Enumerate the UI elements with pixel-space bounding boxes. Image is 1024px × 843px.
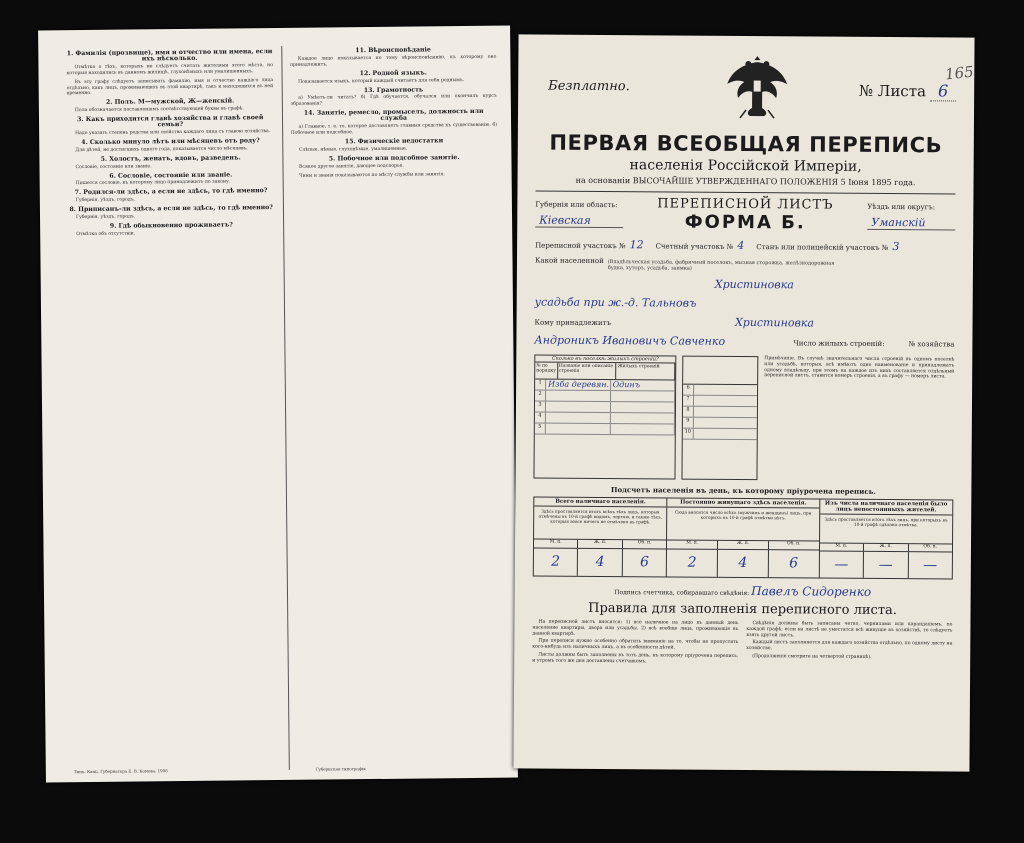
householder-row	[534, 334, 954, 350]
instruction-paragraph: Каждое лицо показывается по тому вѣроисповѣданію, къ которому оно принадлежитъ.	[289, 54, 497, 68]
rules-paragraph: Каждый листъ заполняется для каждаго хозяйства отдѣльно, по одному листу на хозяйство.	[746, 640, 953, 652]
count-subheader: Об. п.	[637, 540, 652, 546]
building-row-continued	[683, 396, 757, 408]
instruction-heading: 13. Грамотность	[363, 85, 424, 94]
buildings-table-continued-header	[683, 357, 757, 386]
rules-paragraph: Свѣдѣнія должны быть записаны четко, чернилами или карандашемъ, по каждой графѣ; если на листѣ не уместятся всѣ живущіе въ хозяйствѣ, то слѣдуетъ взять другой листъ.	[746, 621, 953, 638]
count-value: 4	[578, 549, 623, 576]
instruction-paragraph: а) Умѣетъ-ли читать? б) Гдѣ обучается, обучался или окончилъ курсъ образованія?	[290, 94, 497, 108]
count-subheader: М. п.	[667, 540, 718, 548]
building-row-name	[546, 402, 611, 412]
buildings-rows	[535, 380, 675, 436]
rules-paragraph: (Продолженіе смотрите на четвертой страницѣ).	[752, 654, 872, 660]
instruction-paragraph: Губернія, уѣздъ, городъ.	[75, 197, 136, 204]
owner-row	[535, 315, 955, 331]
census-title: ПЕРВАЯ ВСЕОБЩАЯ ПЕРЕПИСЬ	[549, 130, 943, 158]
instruction-heading: 6. Сословіе, состояніе или званіе.	[109, 170, 233, 180]
rules-paragraph: При переписи нужно особенно обратить вниманіе на то, чтобы не пропустить кого-нибудь изъ наличныхъ лицъ, а въ особенности дѣтей.	[532, 638, 739, 651]
buildings-col-no: № по порядку	[535, 363, 558, 379]
instruction-paragraph: Пишется сословіе, къ которому лицо принадлежитъ по закону.	[75, 179, 231, 187]
count-value: —	[864, 552, 909, 578]
section-numbers-row	[535, 238, 955, 254]
owner-value: Христиновка	[734, 315, 815, 330]
buildings-caption: Сколько въ поселкѣ жилыхъ строеній?	[535, 356, 675, 364]
count-group-title: Постоянно живущаго здѣсь населенія.	[668, 498, 819, 508]
count-group-description: Здѣсь проставляется итогъ всѣхъ тѣхъ лицъ, которыя отмѣчены въ 10-й графѣ видомъ, чертою, и также тѣхъ, которыя вовсе ничего не отмѣчено въ графѣ.	[534, 507, 667, 541]
count-group	[819, 500, 952, 579]
buildings-col-count: Жилыхъ строеній	[617, 363, 676, 379]
building-row	[535, 424, 675, 436]
count-value: 4	[718, 550, 769, 577]
double-headed-eagle-icon	[724, 50, 791, 122]
count-subheader: М. п.	[820, 544, 865, 551]
householder-number-label: № хозяйства	[908, 340, 955, 349]
archive-page-number: 165	[944, 62, 975, 84]
building-row-name	[546, 391, 611, 401]
instruction-heading: 5. Холостъ, женатъ, вдовъ, разведенъ.	[100, 154, 241, 163]
building-row-count	[611, 391, 676, 401]
place-row	[535, 257, 955, 274]
buildings-table	[533, 355, 676, 480]
building-row-number: 5	[535, 424, 546, 434]
count-value: 6	[640, 554, 650, 571]
place-description: (Владѣльческая усадьба, фабричный поселокъ, мызная сторожка, желѣзнодорожная будка, хуторъ, усадьба, заимка)	[607, 259, 835, 272]
instruction-heading: 7. Родился-ли здѣсь, а если не здѣсь, то гдѣ именно?	[74, 187, 268, 197]
instruction-paragraph: Отмѣтка объ отсутствіи.	[76, 231, 136, 237]
building-row-name	[546, 424, 611, 434]
police-section-label: Станъ или полицейскій участокъ №	[756, 243, 889, 253]
column-divider	[281, 46, 290, 770]
population-count-table	[533, 497, 954, 580]
rules-column-1	[532, 620, 738, 668]
rules-column-2	[746, 621, 952, 669]
instruction-heading: 2. Полъ. М—мужской, Ж—женскій.	[105, 97, 235, 107]
right-footer-imprint: Губернская типографія	[315, 766, 366, 772]
left-column-2	[290, 44, 504, 770]
instruction-heading: 1. Фамилія (прозвище), имя и отчество или имена, если ихъ нѣсколько.	[66, 48, 273, 63]
instruction-heading: 8. Приписанъ-ли здѣсь, а если не здѣсь, то гдѣ именно?	[69, 204, 273, 214]
instruction-paragraph: Показывается языкъ, который каждый считаетъ для себя роднымъ.	[298, 77, 465, 85]
instruction-paragraph: Слѣпые, нѣмые, глухонѣмые, умалишенные.	[298, 146, 408, 153]
building-row-continued	[683, 429, 757, 441]
signature-value: Павелъ Сидоренко	[751, 584, 872, 599]
instruction-paragraph: Пола обозначается поставленіемъ соотвѣтствующей буквы въ графѣ.	[74, 106, 244, 114]
place-label: Какой населенной	[534, 256, 604, 266]
building-row-name	[546, 413, 611, 423]
owner-label: Кому принадлежитъ	[534, 318, 611, 328]
householder-value: Андроникъ Ивановичъ Савченко	[534, 333, 726, 348]
count-group	[534, 498, 668, 577]
count-group-values	[534, 549, 667, 577]
count-subheader: Ж. п.	[578, 540, 623, 548]
count-value: 2	[667, 549, 718, 576]
instruction-paragraph: Губернія, уѣздъ, городъ.	[76, 214, 136, 221]
count-group	[667, 498, 820, 577]
rules-paragraph: Листы должны быть заполнены въ тотъ день, къ которому пріурочена перепись, и утромъ того же дня доставлены счетчикомъ.	[532, 652, 739, 665]
count-group-description: Здѣсь проставляется итогъ тѣхъ лицъ, при которыхъ въ 10-й графѣ сдѣлана отмѣтка.	[820, 515, 953, 545]
buildings-table-continued	[681, 356, 758, 481]
count-subheader: Ж. п.	[864, 544, 909, 551]
building-row-count	[610, 424, 675, 434]
population-count-heading: Подсчетъ населенія въ день, къ которому пріурочена перепись.	[610, 485, 876, 496]
buildings-col-name: Названіе или описаніе строенія	[558, 363, 617, 379]
district-field	[867, 202, 955, 230]
estate-row	[535, 296, 955, 312]
buildings-note: Примѣчаніе. Въ случаѣ значительнаго числа строеній въ одномъ поселкѣ или усадьбѣ, которыя, всѣ имѣютъ одно наименованіе и принадлежатъ одному владѣльцу, при этомъ на каждое изъ нихъ составляется отдѣльный переписной листъ, ставится номеръ строенія, а въ графу — номеръ листа.	[764, 356, 955, 380]
count-group-values	[819, 552, 952, 579]
count-subheader: М. п.	[534, 540, 579, 548]
building-row-continued	[683, 407, 757, 419]
free-label: Безплатно.	[548, 78, 630, 95]
sheet-number	[859, 81, 956, 102]
instruction-heading: 12. Родной языкъ.	[359, 69, 427, 77]
count-subheader: Ж. п.	[718, 541, 769, 549]
building-row-number: 7	[683, 396, 694, 406]
census-subtitle: населенія Россійской Имперіи,	[629, 157, 862, 175]
form-title: ПЕРЕПИСНОЙ ЛИСТЪ	[657, 196, 834, 213]
count-value: —	[819, 552, 864, 578]
sheet-number-label: № Листа	[858, 81, 927, 101]
instruction-heading: 11. Вѣроисповѣданіе	[355, 46, 431, 55]
building-row-count	[610, 413, 675, 423]
census-legal-basis: на основаніи ВЫСОЧАЙШЕ УТВЕРЖДЕННАГО ПОЛОЖЕНІЯ 5 Іюня 1895 года.	[575, 175, 916, 188]
place-value: Христиновка	[714, 277, 794, 292]
building-row-number: 10	[683, 429, 694, 439]
instruction-heading: 5. Побочное или подсобное занятіе.	[328, 153, 460, 163]
count-value: 2	[534, 549, 579, 576]
rules-title: Правила для заполненія переписного листа.	[588, 600, 897, 619]
form-title-block	[657, 196, 834, 233]
estate-value: усадьба при ж.-д. Тальновъ	[534, 295, 697, 310]
count-subheader: Об. п.	[923, 544, 938, 550]
instruction-paragraph: Всякое другое занятіе, дающее подспорье.	[298, 163, 404, 170]
building-row-continued	[683, 385, 757, 397]
instruction-paragraph: Надо указать степень родства или свойства каждаго лица съ главою хозяйства.	[75, 129, 271, 137]
instruction-paragraph: Чины и званія показываются по мѣсту службы или занятія.	[299, 171, 445, 179]
police-section-value: 3	[892, 240, 900, 254]
left-column-1	[66, 46, 280, 775]
instruction-paragraph: Сословіе, состояніе или званіе.	[75, 163, 152, 170]
instruction-paragraph: а) Главное, т. е. то, которое доставляетъ главныя средства къ существованію. б) Побочное или подсобное.	[290, 122, 498, 136]
district-label: Уѣздъ или округъ:	[867, 202, 936, 211]
building-row-number: 1	[535, 380, 546, 390]
building-row-number: 3	[535, 402, 546, 412]
building-row-number: 4	[535, 413, 546, 423]
province-value: Кіевская	[535, 213, 623, 228]
residents-label: Число жилыхъ строеній:	[793, 339, 885, 348]
census-section-value: 12	[629, 238, 644, 252]
building-row-count	[610, 402, 675, 412]
buildings-section	[533, 355, 954, 482]
left-footer-imprint: Типъ. Канц. Губернатора Е. В. Комова, 1906	[73, 768, 168, 775]
count-group-values	[667, 549, 818, 577]
signature-row	[533, 583, 953, 600]
instruction-heading: 9. Гдѣ обыкновенно проживаетъ?	[109, 221, 233, 230]
district-value: Уманскій	[867, 215, 955, 230]
count-section-value: 4	[737, 238, 745, 252]
count-group-title: Изъ числа наличнаго населенія было лицъ непостоянныхъ жителей.	[820, 500, 952, 516]
place-value-row	[535, 277, 955, 293]
rules-section	[532, 620, 952, 670]
form-letter: ФОРМА Б.	[684, 211, 806, 234]
instruction-paragraph: Для дѣтей, не достигшихъ одного года, показывается число мѣсяцевъ.	[75, 146, 249, 153]
count-value: 6	[789, 555, 799, 572]
census-section-label: Переписной участокъ №	[535, 241, 626, 251]
instruction-heading: 3. Какъ приходится главѣ хозяйства и главѣ своей семьи?	[77, 114, 264, 129]
form-header	[535, 196, 955, 235]
building-row-continued	[683, 418, 757, 430]
rules-paragraph: На переписной листъ вносятся: 1) все наличное на лицо въ данный день население квартиры, двора или усадьбы, 2) всѣ вообще лица, проживающія въ данной квартирѣ.	[532, 619, 739, 637]
left-instructions-page	[38, 26, 518, 783]
count-group-description: Сюда вносится число всѣхъ (мужчинъ и женщинъ) лицъ, при которыхъ въ 10-й графѣ отмѣтки нѣтъ.	[667, 507, 818, 541]
instruction-heading: 14. Занятіе, ремесло, промыселъ, должность или служба	[303, 108, 484, 123]
instruction-heading: 4. Сколько минуло лѣтъ или мѣсяцевъ отъ роду?	[81, 137, 260, 146]
count-section-label: Счетный участокъ №	[655, 242, 734, 251]
building-row-name: Изба деревян.	[546, 380, 611, 390]
province-label: Губернія или область:	[535, 200, 618, 209]
building-row-number: 2	[535, 391, 546, 401]
building-row-count: Одинъ	[611, 380, 676, 390]
province-field	[535, 200, 623, 228]
divider	[535, 191, 955, 195]
building-row-number: 6	[683, 385, 694, 395]
instruction-heading: 15. Физическіе недостатки	[344, 137, 444, 146]
sheet-number-value: 6	[930, 81, 956, 101]
instruction-paragraph: Въ эту графу слѣдуетъ записывать фамилію, имя и отчество каждаго лица отдѣльно, какъ лицъ, проживающихъ въ этой квартирѣ, такъ и находящихся въ ней временно.	[66, 77, 274, 97]
signature-label: Подпись счетчика, собиравшаго свѣдѣнія:	[614, 589, 750, 598]
building-row-number: 9	[683, 418, 694, 428]
buildings-continued-rows	[683, 385, 757, 441]
count-value: —	[923, 557, 938, 574]
buildings-header	[535, 363, 675, 381]
count-subheader: Об. п.	[786, 541, 801, 547]
instruction-paragraph: Отмѣтка о тѣхъ, которыхъ не слѣдуетъ считать жителями этого мѣста, но которыя находились въ данномъ жилищѣ, глухонѣмыхъ или умалишенныхъ.	[66, 62, 273, 76]
count-group-title: Всего наличнаго населенія.	[534, 498, 666, 508]
census-form-page	[513, 34, 974, 771]
building-row-number: 8	[683, 407, 694, 417]
